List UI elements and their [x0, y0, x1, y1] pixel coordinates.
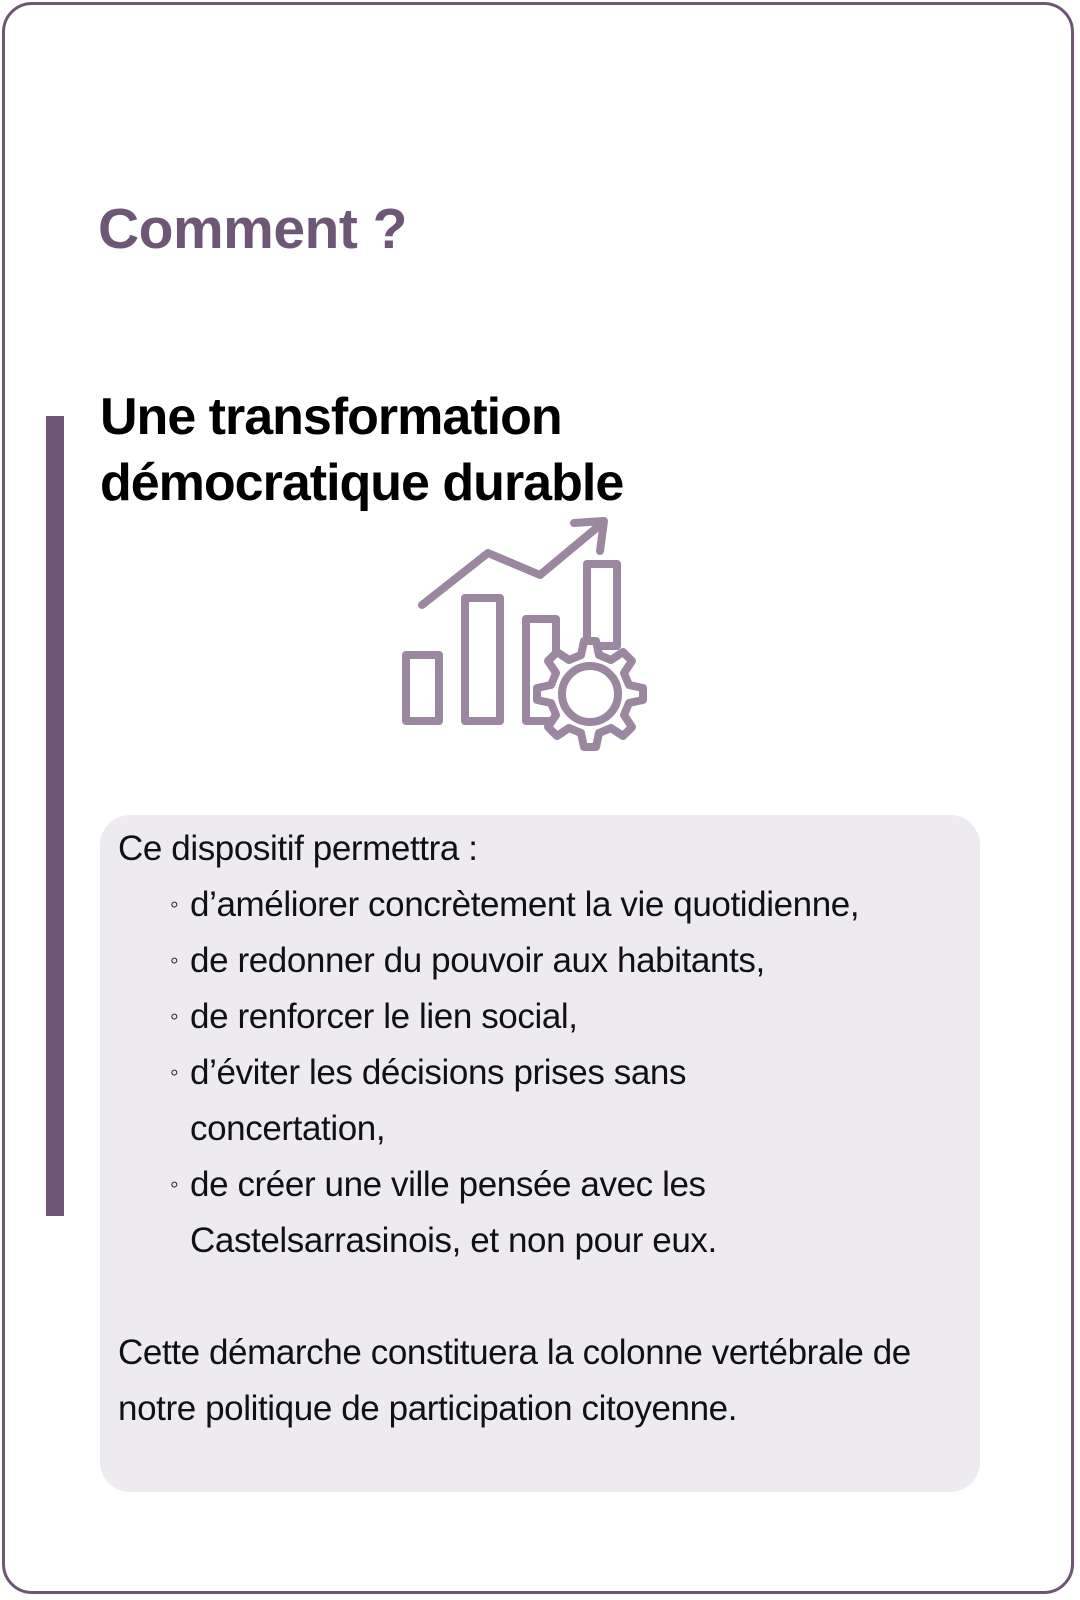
list-item: ◦ de créer une ville pensée avec les Castelsarrasinois, et non pour eux. — [118, 1157, 870, 1269]
bullet-icon: ◦ — [170, 1171, 179, 1198]
list-item: ◦ de renforcer le lien social, — [118, 989, 870, 1045]
bullet-icon: ◦ — [170, 1059, 179, 1086]
accent-bar — [46, 416, 64, 1216]
intro-text: Ce dispositif permettra : — [118, 829, 478, 868]
list-item: ◦ de redonner du pouvoir aux habitants, — [118, 933, 950, 989]
closing-text: Cette démarche constituera la colonne vertébrale de notre politique de participation citoyenne. — [118, 1333, 911, 1428]
description-box — [100, 815, 980, 1492]
section-title: Une transformation démocratique durable — [100, 388, 624, 512]
benefits-list — [118, 877, 960, 1269]
page-title: Comment ? — [98, 197, 407, 261]
bullet-icon: ◦ — [170, 1003, 179, 1030]
list-item: ◦ d’éviter les décisions prises sans concertation, — [118, 1045, 870, 1157]
bullet-icon: ◦ — [170, 947, 179, 974]
bullet-icon: ◦ — [170, 891, 179, 918]
growth-chart-gear-icon — [400, 515, 680, 780]
list-item: ◦ d’améliorer concrètement la vie quotidienne, — [118, 877, 870, 933]
